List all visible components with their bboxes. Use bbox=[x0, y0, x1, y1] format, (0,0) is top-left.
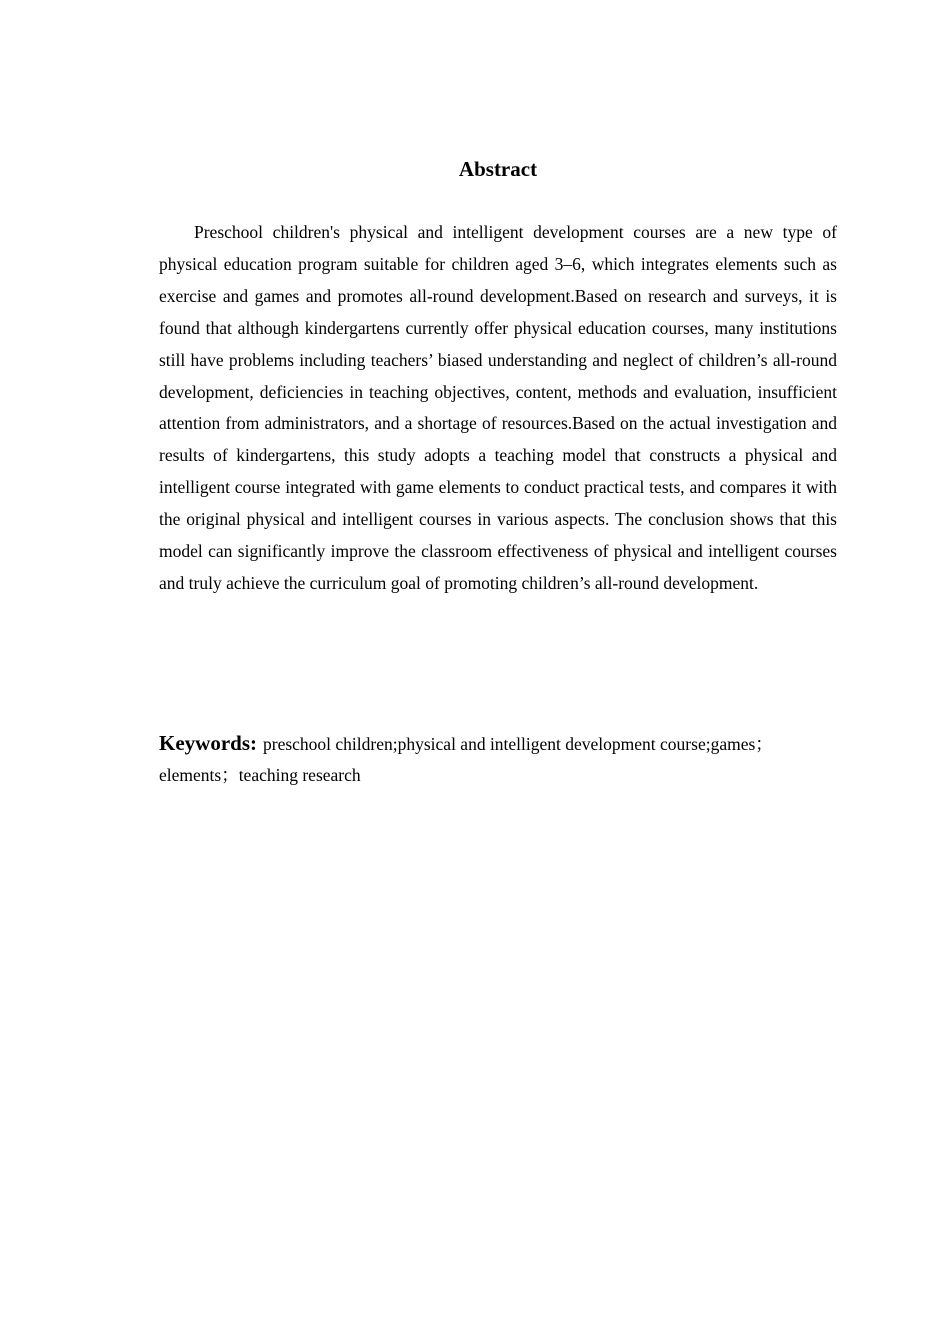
keywords-text: preschool children;physical and intelligent development course;games；elements；teaching research bbox=[159, 734, 773, 785]
keywords-line bbox=[159, 728, 837, 791]
page-title: Abstract bbox=[458, 157, 538, 181]
keywords-label: Keywords: bbox=[159, 731, 257, 755]
abstract-paragraph: Preschool children's physical and intelligent development courses are a new type of physical education program suitable for children aged 3–6, which integrates elements such as exercise and games and promotes all-round development.Based on research and surveys, it is found that although kindergartens currently offer physical education courses, many institutions still have problems including teachers’ biased understanding and neglect of children’s all-round development, deficiencies in teaching objectives, content, methods and evaluation, insufficient attention from administrators, and a shortage of resources.Based on the actual investigation and results of kindergartens, this study adopts a teaching model that constructs a physical and intelligent course integrated with game elements to conduct practical tests, and compares it with the original physical and intelligent courses in various aspects. The conclusion shows that this model can significantly improve the classroom effectiveness of physical and intelligent courses and truly achieve the curriculum goal of promoting children’s all-round development. bbox=[159, 222, 837, 593]
